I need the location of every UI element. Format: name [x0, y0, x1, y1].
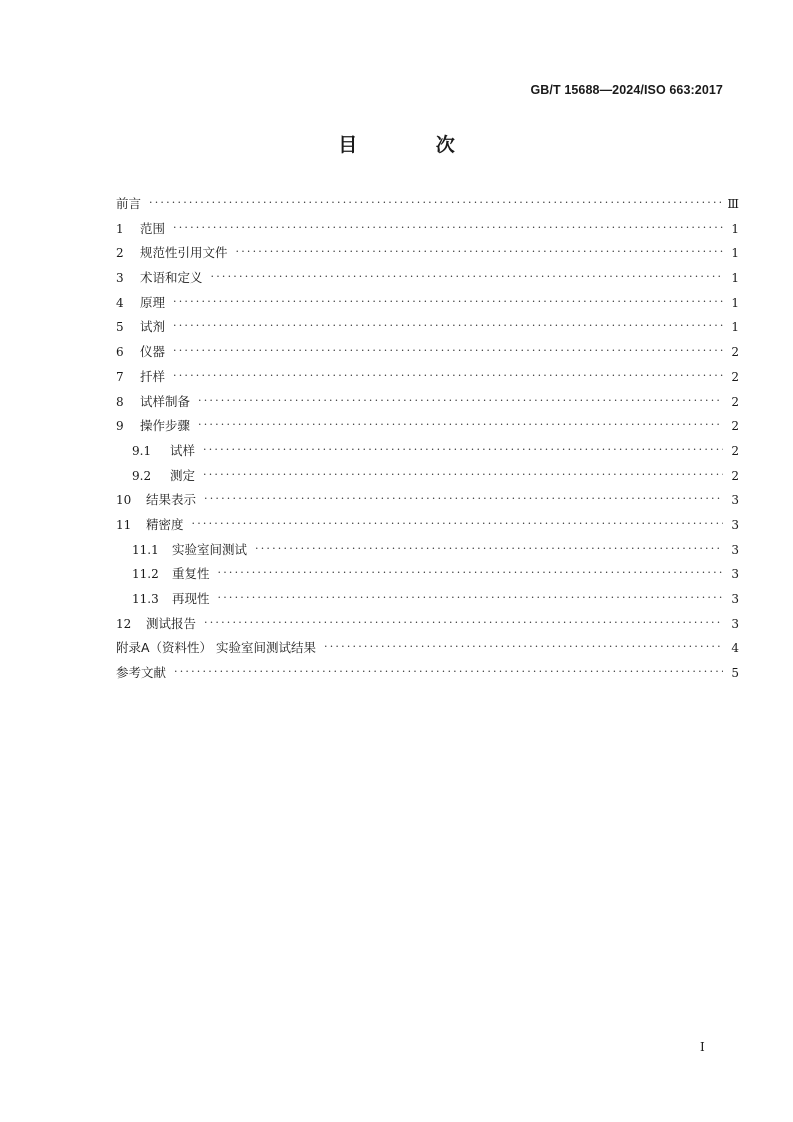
toc-entry-9-2[interactable]	[116, 466, 739, 491]
toc-entry-8[interactable]	[116, 392, 739, 417]
toc-leader-dots	[173, 295, 723, 308]
toc-entry-page: 3	[731, 592, 739, 606]
toc-title: 目 次	[338, 134, 491, 156]
toc-entry-page: Ⅲ	[727, 197, 739, 211]
toc-entry-page: 2	[731, 369, 739, 384]
toc-entry-label: 仪器	[140, 344, 166, 360]
toc-entry-label: 实验室间测试	[172, 541, 248, 557]
toc-entry-number: 11.3	[132, 592, 159, 606]
toc-entry-page: 1	[731, 246, 739, 261]
toc-entry-page: 2	[731, 419, 739, 434]
toc-entry-page: 1	[731, 295, 739, 310]
toc-entry-11[interactable]	[116, 515, 739, 540]
toc-entry-page: 3	[731, 493, 739, 508]
toc-entry-label: 再现性	[172, 591, 210, 606]
toc-entry-number: 11.2	[132, 567, 159, 582]
toc-entry-label: 范围	[140, 220, 166, 236]
toc-entry-page: 1	[731, 221, 739, 236]
toc-entry-number: 11.1	[132, 542, 159, 557]
toc-leader-dots	[173, 369, 723, 382]
toc-entry-11-1[interactable]	[116, 540, 739, 565]
toc-entry-page: 3	[731, 567, 739, 582]
toc-entry-1[interactable]	[116, 219, 739, 244]
toc-entry-number: 1	[116, 221, 124, 236]
toc-entry-number: 8	[116, 394, 124, 409]
toc-entry-label: 术语和定义	[140, 270, 203, 286]
toc-entry-page: 2	[731, 468, 739, 483]
page-number: I	[700, 1040, 705, 1054]
toc-leader-dots	[203, 443, 723, 456]
toc-entry-number: 9.1	[132, 443, 152, 458]
toc-leader-dots	[324, 640, 723, 653]
toc-entry-label: 精密度	[146, 516, 184, 532]
toc-leader-dots	[203, 468, 723, 481]
toc-entry-page: 2	[731, 394, 739, 409]
toc-entry-number: 6	[116, 345, 124, 360]
toc-entry-label: 试剂	[140, 319, 166, 335]
toc-entry-7[interactable]	[116, 367, 739, 392]
toc-leader-dots	[204, 616, 723, 629]
toc-entry-number: 10	[116, 493, 132, 508]
toc-entry-9-1[interactable]	[116, 441, 739, 466]
toc-entry-label: 参考文献	[116, 665, 167, 681]
toc-leader-dots	[149, 196, 721, 209]
toc-entry-page: 1	[731, 271, 739, 286]
toc-entry-page: 3	[731, 616, 739, 631]
toc-entry-page: 3	[731, 542, 739, 557]
table-of-contents	[116, 194, 739, 688]
toc-entry-number: 9	[116, 419, 124, 434]
toc-entry-label: 附录A（资料性） 实验室间测试结果	[116, 640, 317, 656]
toc-entry-number: 4	[116, 295, 124, 310]
toc-entry-label: 扦样	[140, 368, 166, 384]
toc-entry-label: 操作步骤	[140, 418, 191, 434]
toc-entry-10[interactable]	[116, 490, 739, 515]
toc-leader-dots	[173, 221, 723, 234]
toc-entry-5[interactable]	[116, 317, 739, 342]
toc-leader-dots	[198, 394, 723, 407]
toc-entry-number: 11	[116, 517, 132, 532]
toc-entry-page: 1	[731, 320, 739, 335]
toc-entry-page: 2	[731, 345, 739, 360]
toc-entry-label: 试样制备	[140, 393, 191, 409]
toc-entry-2[interactable]	[116, 243, 739, 268]
toc-entry-page: 3	[731, 517, 739, 532]
toc-entry-4[interactable]	[116, 293, 739, 318]
toc-leader-dots	[211, 270, 723, 283]
toc-entry-3[interactable]	[116, 268, 739, 293]
toc-entry-number: 12	[116, 616, 132, 631]
toc-leader-dots	[173, 344, 723, 357]
toc-leader-dots	[255, 542, 723, 555]
toc-entry-foreword[interactable]	[116, 194, 739, 219]
toc-entry-11-2[interactable]	[116, 564, 739, 589]
toc-entry-number: 7	[116, 369, 124, 384]
toc-entry-page: 2	[731, 443, 739, 458]
toc-leader-dots	[173, 319, 723, 332]
toc-leader-dots	[236, 245, 723, 258]
toc-entry-label: 原理	[140, 294, 166, 310]
toc-leader-dots	[192, 517, 723, 530]
toc-entry-annex-a[interactable]	[116, 638, 739, 663]
toc-leader-dots	[218, 591, 723, 604]
toc-entry-label: 测试报告	[146, 615, 197, 631]
standard-code: GB/T 15688—2024/ISO 663:2017	[530, 83, 723, 97]
toc-entry-number: 9.2	[132, 468, 152, 483]
toc-entry-label: 结果表示	[146, 492, 197, 508]
toc-entry-label: 试样	[170, 442, 196, 458]
toc-entry-9[interactable]	[116, 416, 739, 441]
toc-entry-number: 2	[116, 246, 124, 261]
toc-entry-label: 规范性引用文件	[140, 245, 228, 261]
toc-entry-6[interactable]	[116, 342, 739, 367]
toc-entry-12[interactable]	[116, 614, 739, 639]
toc-entry-label: 前言	[116, 196, 142, 211]
toc-entry-number: 3	[116, 271, 124, 286]
toc-entry-label: 测定	[170, 467, 196, 483]
toc-entry-page: 5	[731, 666, 739, 681]
toc-leader-dots	[198, 418, 723, 431]
toc-entry-label: 重复性	[172, 566, 210, 582]
toc-leader-dots	[174, 665, 723, 678]
toc-entry-page: 4	[731, 641, 739, 656]
toc-entry-11-3[interactable]	[116, 589, 739, 614]
toc-leader-dots	[204, 492, 723, 505]
toc-entry-number: 5	[116, 320, 124, 335]
toc-entry-bibliography[interactable]	[116, 663, 739, 688]
toc-leader-dots	[218, 566, 723, 579]
